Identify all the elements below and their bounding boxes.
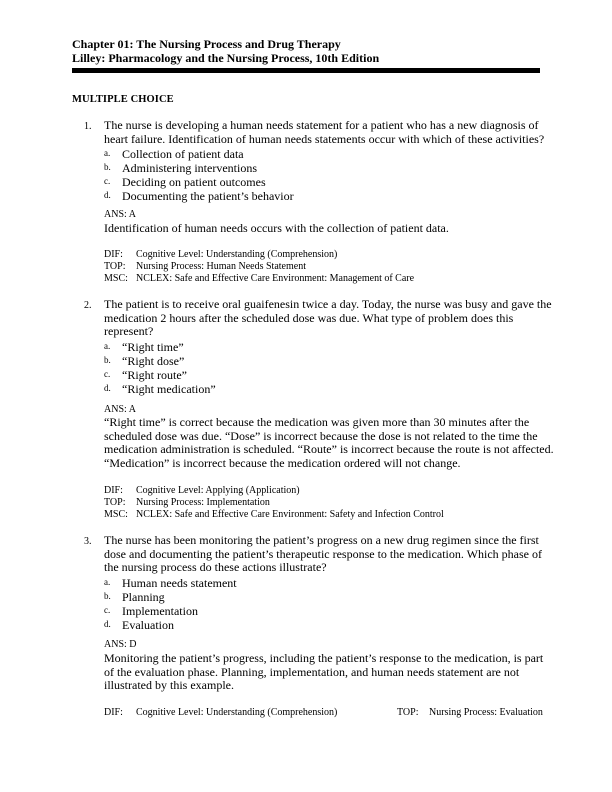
chapter-title: Chapter 01: The Nursing Process and Drug Therapy — [72, 37, 341, 51]
choice-text: “Right medication” — [122, 382, 216, 396]
rationale: “Right time” is correct because the medication was given more than 30 minutes after the scheduled dose was due. “Dose” is incorrect because the dose is not related to the time the medication administration is scheduled. “Route” is incorrect because the route is not affected. “Medication” is incorrect because the medication ordered will not change. — [104, 415, 554, 471]
document-header — [72, 37, 542, 65]
answer-label: ANS: A — [104, 404, 136, 415]
rationale: Monitoring the patient’s progress, including the patient’s response to the medication, is part of the evaluation phase. Planning, implementation, and human needs statement are not illustrated by this example. — [104, 651, 544, 693]
choice-letter: a. — [104, 148, 111, 158]
question-number: 2. — [84, 300, 92, 311]
meta-dif — [104, 707, 337, 718]
choice-letter: a. — [104, 577, 111, 587]
meta-key: MSC: — [104, 273, 128, 284]
meta-value: Cognitive Level: Understanding (Comprehension) — [136, 707, 338, 718]
choice-text: “Right time” — [122, 340, 184, 354]
choice-text: Deciding on patient outcomes — [122, 175, 266, 189]
choice-letter: a. — [104, 341, 111, 351]
meta-dif — [104, 485, 300, 497]
meta-key: TOP: — [397, 707, 419, 718]
choice-text: Documenting the patient’s behavior — [122, 189, 294, 203]
choice-text: “Right dose” — [122, 354, 185, 368]
meta-msc — [104, 273, 414, 285]
question-stem: The nurse has been monitoring the patient’s progress on a new drug regimen since the first dose and documenting the patient’s therapeutic response to the medication. Which phase of the nursing process do these actions illustrate? — [104, 533, 542, 575]
meta-msc — [104, 509, 444, 521]
header-rule — [72, 68, 540, 73]
meta-value: Nursing Process: Implementation — [136, 497, 270, 508]
meta-key: TOP: — [104, 261, 126, 272]
question-number: 3. — [84, 536, 92, 547]
meta-value: Nursing Process: Human Needs Statement — [136, 261, 306, 272]
meta-value: Nursing Process: Evaluation — [429, 707, 543, 718]
choice-text: Human needs statement — [122, 576, 237, 590]
meta-value: NCLEX: Safe and Effective Care Environment: Management of Care — [136, 273, 415, 284]
choice-text: “Right route” — [122, 368, 187, 382]
choice-text: Planning — [122, 590, 165, 604]
choice-letter: b. — [104, 591, 111, 601]
meta-dif — [104, 249, 337, 261]
choice-letter: c. — [104, 176, 111, 186]
meta-key: DIF: — [104, 249, 123, 260]
choice-letter: d. — [104, 383, 111, 393]
meta-key: MSC: — [104, 509, 128, 520]
meta-key: DIF: — [104, 707, 123, 718]
answer-label: ANS: A — [104, 209, 136, 220]
choice-letter: d. — [104, 619, 111, 629]
choice-text: Evaluation — [122, 618, 174, 632]
section-heading: MULTIPLE CHOICE — [72, 94, 174, 105]
choice-letter: d. — [104, 190, 111, 200]
meta-top — [397, 707, 543, 718]
meta-value: Cognitive Level: Applying (Application) — [136, 485, 300, 496]
choice-text: Administering interventions — [122, 161, 257, 175]
choice-text: Collection of patient data — [122, 147, 244, 161]
meta-key: TOP: — [104, 497, 126, 508]
choice-text: Implementation — [122, 604, 198, 618]
choice-letter: b. — [104, 162, 111, 172]
answer-label: ANS: D — [104, 639, 137, 650]
meta-key: DIF: — [104, 485, 123, 496]
meta-value: Cognitive Level: Understanding (Comprehension) — [136, 249, 338, 260]
choice-letter: c. — [104, 605, 111, 615]
choice-letter: b. — [104, 355, 111, 365]
meta-top — [104, 261, 306, 273]
question-stem: The patient is to receive oral guaifenesin twice a day. Today, the nurse was busy and gave the medication 2 hours after the scheduled dose was due. What type of problem does this represent? — [104, 297, 552, 339]
question-stem: The nurse is developing a human needs statement for a patient who has a new diagnosis of heart failure. Identification of human needs statements occur with which of these activities? — [104, 118, 545, 146]
question-number: 1. — [84, 121, 92, 132]
book-title: Lilley: Pharmacology and the Nursing Process, 10th Edition — [72, 51, 380, 65]
rationale: Identification of human needs occurs with the collection of patient data. — [104, 221, 449, 235]
meta-value: NCLEX: Safe and Effective Care Environment: Safety and Infection Control — [136, 509, 444, 520]
choice-letter: c. — [104, 369, 111, 379]
meta-top — [104, 497, 270, 509]
